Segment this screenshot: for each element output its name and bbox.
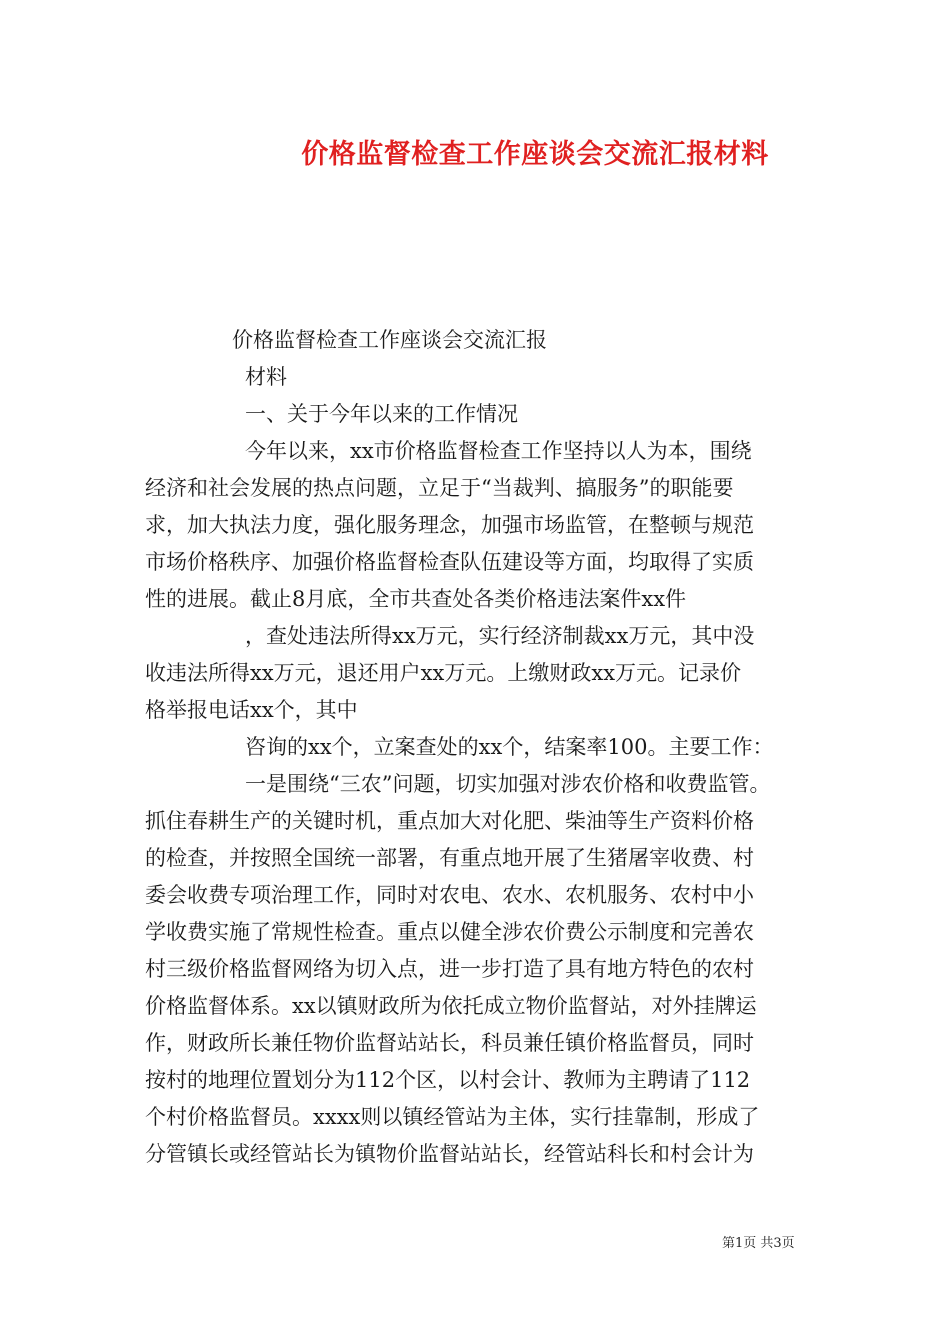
- page-number: 第1页 共3页: [722, 1236, 795, 1251]
- body-line: 价格监督体系。xx以镇财政所为依托成立物价监督站，对外挂牌运: [145, 994, 757, 1018]
- body-line: ，查处违法所得xx万元，实行经济制裁xx万元，其中没: [245, 624, 755, 648]
- body-line: 作，财政所长兼任物价监督站站长，科员兼任镇价格监督员，同时: [145, 1031, 754, 1055]
- body-line: 求，加大执法力度，强化服务理念，加强市场监管，在整顿与规范: [145, 513, 754, 537]
- body-line: 市场价格秩序、加强价格监督检查队伍建设等方面，均取得了实质: [145, 550, 754, 574]
- section-heading: 一、关于今年以来的工作情况: [245, 402, 518, 426]
- body-line: 今年以来，xx市价格监督检查工作坚持以人为本，围绕: [245, 439, 752, 463]
- body-line: 抓住春耕生产的关键时机，重点加大对化肥、柴油等生产资料价格: [145, 809, 754, 833]
- body-line: 一是围绕“三农”问题，切实加强对涉农价格和收费监管。: [245, 772, 771, 796]
- body-line: 分管镇长或经管站长为镇物价监督站站长，经管站科长和村会计为: [145, 1142, 754, 1166]
- body-line: 学收费实施了常规性检查。重点以健全涉农价费公示制度和完善农: [145, 920, 754, 944]
- body-line: 性的进展。截止8月底，全市共查处各类价格违法案件xx件: [145, 587, 687, 611]
- body-line: 委会收费专项治理工作，同时对农电、农水、农机服务、农村中小: [145, 883, 754, 907]
- body-line: 价格监督检查工作座谈会交流汇报: [232, 328, 547, 352]
- body-line: 格举报电话xx个，其中: [145, 698, 358, 722]
- body-line: 经济和社会发展的热点问题，立足于“当裁判、搞服务”的职能要: [145, 476, 734, 500]
- body-line: 材料: [245, 365, 287, 389]
- body-line: 咨询的xx个，立案查处的xx个，结案率100。主要工作：: [245, 735, 774, 759]
- body-line: 村三级价格监督网络为切入点，进一步打造了具有地方特色的农村: [145, 957, 754, 981]
- body-line: 按村的地理位置划分为112个区，以村会计、教师为主聘请了112: [145, 1068, 751, 1092]
- body-line: 的检查，并按照全国统一部署，有重点地开展了生猪屠宰收费、村: [145, 846, 754, 870]
- body-line: 收违法所得xx万元，退还用户xx万元。上缴财政xx万元。记录价: [145, 661, 742, 685]
- document-title: 价格监督检查工作座谈会交流汇报材料: [301, 139, 769, 170]
- body-line: 个村价格监督员。xxxx则以镇经管站为主体，实行挂靠制，形成了: [145, 1105, 760, 1129]
